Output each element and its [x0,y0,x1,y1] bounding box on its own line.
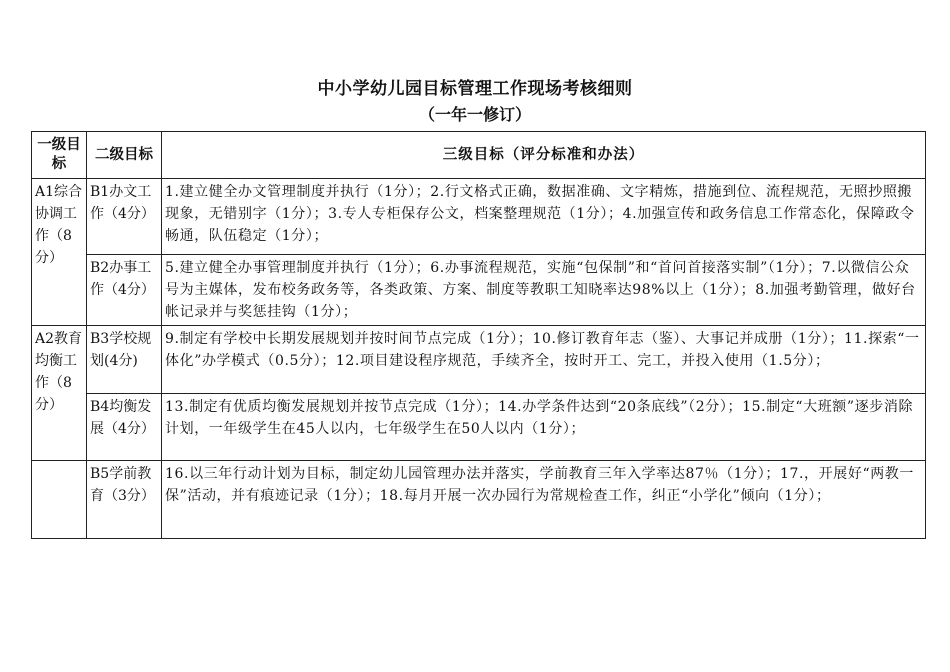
document-subtitle: （一年一修订） [418,105,531,124]
level2-cell-b5: B5学前教育（3分） [87,461,162,539]
table-row [32,179,926,255]
level1-cell-a2: A2教育均衡工作（8分） [32,326,87,461]
level2-cell-b4: B4均衡发展（4分） [87,394,162,461]
header-level2: 二级目标 [87,132,162,179]
level2-cell-b1: B1办文工作（4分） [87,179,162,255]
table-header-row [32,132,926,179]
document-title: 中小学幼儿园目标管理工作现场考核细则 [317,79,633,99]
table-row [32,255,926,326]
header-level1: 一级目标 [32,132,87,179]
level3-cell-b4: 13.制定有优质均衡发展规划并按节点完成（1分）；14.办学条件达到“20条底线”（2分）；15.制定“大班额”逐步消除计划，一年级学生在45人以内，七年级学生在50人以内（1分）； [162,394,926,461]
level2-cell-b3: B3学校规划(4分) [87,326,162,394]
level1-cell-empty [32,461,87,539]
table-row [32,394,926,461]
table-row [32,461,926,539]
level3-cell-b2: 5.建立健全办事管理制度并执行（1分）；6.办事流程规范，实施“包保制”和“首问首接落实制”（1分）；7.以微信公众号为主媒体，发布校务政务等，各类政策、方案、制度等教职工知晓率达98%以上（1分）；8.加强考勤管理，做好台帐记录并与奖惩挂钩（1分）； [162,255,926,326]
level2-cell-b2: B2办事工作（4分） [87,255,162,326]
level1-cell-a1: A1综合协调工作（8分） [32,179,87,326]
header-level3: 三级目标（评分标准和办法） [162,132,926,179]
level3-cell-b5: 16.以三年行动计划为目标，制定幼儿园管理办法并落实，学前教育三年入学率达87％（1分）；17.，开展好“两教一保”活动，并有痕迹记录（1分）；18.每月开展一次办园行为常规检查工作，纠正“小学化”倾向（1分）； [162,461,926,539]
table-row [32,326,926,394]
assessment-table [31,131,926,539]
level3-cell-b1: 1.建立健全办文管理制度并执行（1分）；2.行文格式正确，数据准确、文字精炼，措施到位、流程规范，无照抄照搬现象，无错别字（1分）；3.专人专柜保存公文，档案整理规范（1分）；4.加强宣传和政务信息工作常态化，保障政令畅通，队伍稳定（1分）； [162,179,926,255]
level3-cell-b3: 9.制定有学校中长期发展规划并按时间节点完成（1分）；10.修订教育年志（鉴）、大事记并成册（1分）；11.探索“一体化”办学模式（0.5分）；12.项目建设程序规范，手续齐全，按时开工、完工，并投入使用（1.5分）； [162,326,926,394]
